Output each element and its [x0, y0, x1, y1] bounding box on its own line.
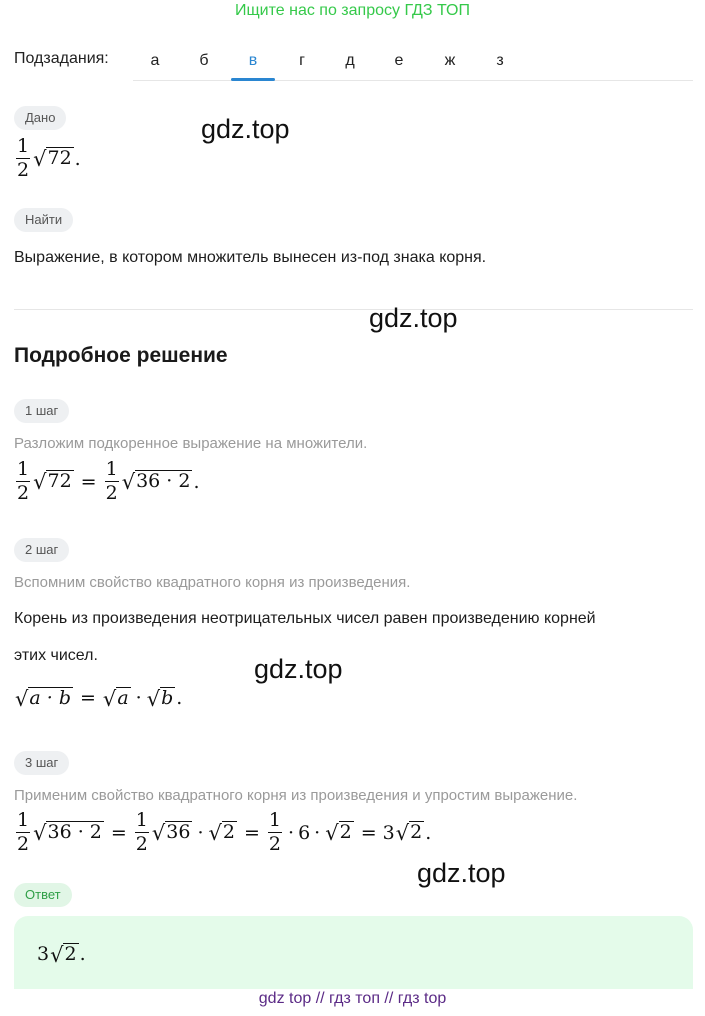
sqrt: √ 2 — [395, 820, 423, 845]
step-3-chip: 3 шаг — [14, 751, 69, 775]
tab-a[interactable]: а — [150, 52, 160, 69]
step-2-hint: Вспомним свойство квадратного корня из произведения. — [14, 574, 411, 591]
step-2-expression: √ a · b = √ a · √ b . — [15, 686, 183, 711]
sqrt: √ a — [102, 686, 129, 711]
step-2-text-line-1: Корень из произведения неотрицательных чисел равен произведению корней — [14, 610, 596, 627]
answer-box — [14, 916, 693, 989]
footer-text: gdz top // гдз топ // гдз top — [258, 990, 447, 1007]
search-banner: Ищите нас по запросу ГДЗ ТОП — [235, 2, 470, 19]
fraction: $\frac{1}{2}$ — [105, 458, 118, 504]
step-2-chip: 2 шаг — [14, 538, 69, 562]
step-1-hint: Разложим подкоренное выражение на множители. — [14, 435, 368, 452]
tab-g[interactable]: г — [299, 52, 305, 69]
watermark: gdz.top — [254, 654, 343, 684]
sqrt: √ 2 — [50, 942, 77, 967]
divider — [14, 309, 693, 310]
sqrt: √ 2 — [208, 820, 235, 845]
sqrt: √ b — [146, 686, 174, 711]
step-2-text-line-2: этих чисел. — [14, 647, 98, 664]
watermark: gdz.top — [369, 303, 458, 333]
fraction: $\frac{1}{2}$ — [17, 809, 30, 855]
tab-b[interactable]: б — [199, 52, 209, 69]
answer-chip: Ответ — [14, 883, 72, 907]
find-text: Выражение, в котором множитель вынесен из-под знака корня. — [14, 249, 487, 266]
answer-expression: 3 √ 2 . — [37, 942, 86, 967]
fraction: $\frac{1}{2}$ — [135, 809, 148, 855]
subtasks-label: Подзадания: — [14, 50, 109, 67]
step-3-hint: Применим свойство квадратного корня из произведения и упростим выражение. — [14, 787, 578, 804]
step-1-expression: $\frac{1}{2}$ √ 72 = $\frac{1}{2}$ √ 36 · 2 . — [17, 458, 200, 504]
given-chip: Дано — [14, 106, 66, 130]
sqrt: √ 72 — [33, 146, 72, 171]
solution-title: Подробное решение — [14, 344, 228, 367]
step-3-expression: $\frac{1}{2}$ √ 36 · 2 = $\frac{1}{2}$ √ 36 · √ 2 = $\frac{1}{2}$ · 6 · √ 2 = 3 √ 2 . — [17, 809, 432, 855]
watermark: gdz.top — [417, 858, 506, 888]
sqrt: √ 36 · 2 — [33, 820, 102, 845]
sqrt: √ 72 — [33, 469, 72, 494]
tab-d[interactable]: д — [345, 52, 355, 69]
tab-z[interactable]: з — [496, 52, 504, 69]
sqrt: √ 2 — [325, 820, 352, 845]
fraction: $\frac{1}{2}$ — [17, 458, 30, 504]
step-1-chip: 1 шаг — [14, 399, 69, 423]
tab-zh[interactable]: ж — [444, 52, 456, 69]
tab-v[interactable]: в — [231, 42, 275, 80]
find-chip: Найти — [14, 208, 73, 232]
given-expression: $\frac{1}{2}$ √ 72 . — [17, 135, 81, 181]
sqrt: √ 36 · 2 — [121, 469, 191, 494]
watermark: gdz.top — [201, 114, 290, 144]
tab-e[interactable]: е — [394, 52, 404, 69]
sqrt: √ a · b — [15, 686, 71, 711]
subtask-tabs — [133, 42, 693, 81]
sqrt: √ 36 — [151, 820, 191, 845]
fraction: $\frac{1}{2}$ — [268, 809, 282, 855]
fraction: $\frac{1}{2}$ — [17, 135, 30, 181]
